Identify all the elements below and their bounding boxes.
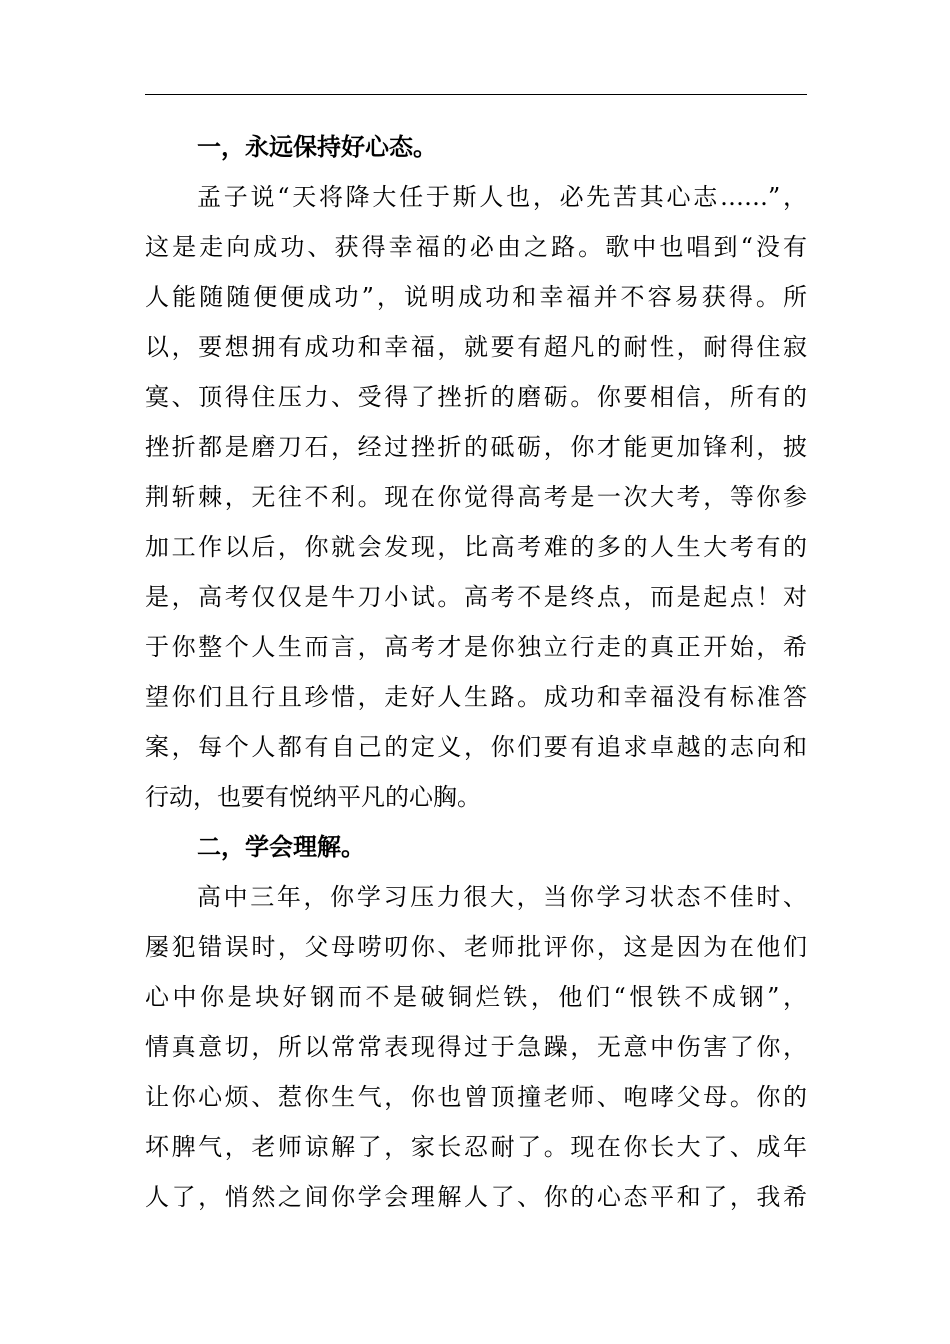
paragraph-line: 情真意切，所以常常表现得过于急躁，无意中伤害了你， xyxy=(145,1033,807,1061)
paragraph-line: 人能随随便便成功”，说明成功和幸福并不容易获得。所 xyxy=(145,283,807,311)
paragraph-line: 心中你是块好钢而不是破铜烂铁，他们“恨铁不成钢”， xyxy=(145,983,807,1011)
paragraph-line: 孟子说“天将降大任于斯人也，必先苦其心志……”， xyxy=(197,183,807,211)
header-rule xyxy=(145,94,807,95)
paragraph-line: 是，高考仅仅是牛刀小试。高考不是终点，而是起点！对 xyxy=(145,583,807,611)
document-body xyxy=(145,122,807,1222)
paragraph-line: 人了，悄然之间你学会理解人了、你的心态平和了，我希 xyxy=(145,1183,807,1211)
paragraph-line: 高中三年，你学习压力很大，当你学习状态不佳时、 xyxy=(197,883,807,911)
paragraph-line: 加工作以后，你就会发现，比高考难的多的人生大考有的 xyxy=(145,533,807,561)
paragraph-line: 以，要想拥有成功和幸福，就要有超凡的耐性，耐得住寂 xyxy=(145,333,807,361)
paragraph-line: 行动，也要有悦纳平凡的心胸。 xyxy=(145,783,481,811)
paragraph-line: 这是走向成功、获得幸福的必由之路。歌中也唱到“没有 xyxy=(145,233,807,261)
paragraph-line: 望你们且行且珍惜，走好人生路。成功和幸福没有标准答 xyxy=(145,683,807,711)
paragraph-line: 荆斩棘，无往不利。现在你觉得高考是一次大考，等你参 xyxy=(145,483,807,511)
section-heading: 一，永远保持好心态。 xyxy=(197,133,437,161)
paragraph-line: 寞、顶得住压力、受得了挫折的磨砺。你要相信，所有的 xyxy=(145,383,807,411)
paragraph-line: 于你整个人生而言，高考才是你独立行走的真正开始，希 xyxy=(145,633,807,661)
paragraph-line: 让你心烦、惹你生气，你也曾顶撞老师、咆哮父母。你的 xyxy=(145,1083,807,1111)
paragraph-line: 坏脾气，老师谅解了，家长忍耐了。现在你长大了、成年 xyxy=(145,1133,807,1161)
section-heading: 二，学会理解。 xyxy=(197,833,365,861)
paragraph-line: 挫折都是磨刀石，经过挫折的砥砺，你才能更加锋利，披 xyxy=(145,433,807,461)
paragraph-line: 案，每个人都有自己的定义，你们要有追求卓越的志向和 xyxy=(145,733,807,761)
paragraph-line: 屡犯错误时，父母唠叨你、老师批评你，这是因为在他们 xyxy=(145,933,807,961)
